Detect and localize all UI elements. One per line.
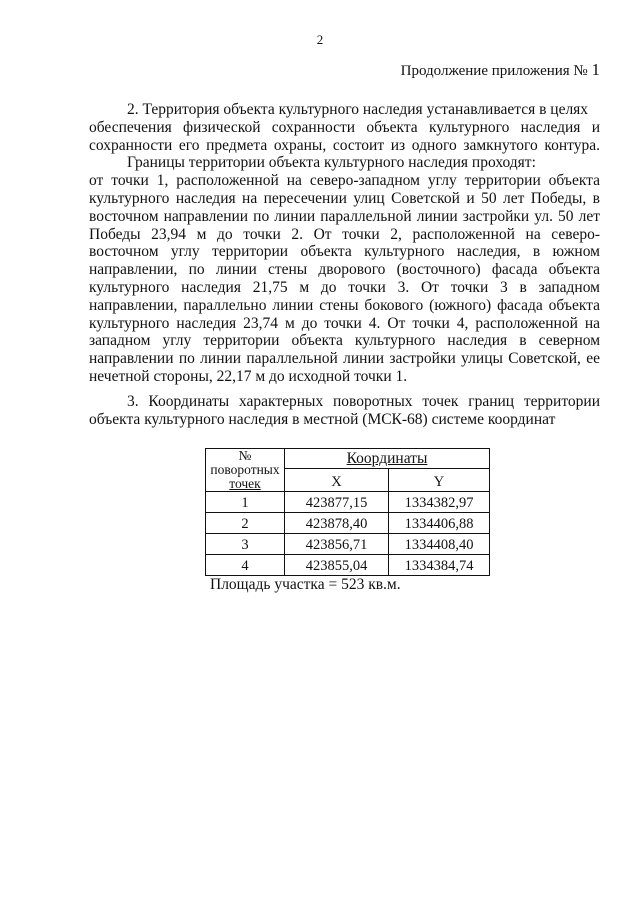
text-line: культурного наследия 23,74 м до точки 4. От точки 4, расположенной на (89, 314, 600, 332)
point-cell: 2 (206, 513, 285, 534)
text-line: 2. Территория объекта культурного наследия устанавливается в целях (127, 101, 589, 118)
y-cell: 1334408,40 (389, 534, 490, 555)
point-cell: 3 (206, 534, 285, 555)
appendix-continuation-note (401, 60, 600, 80)
coordinates-header-label: Координаты (346, 450, 428, 468)
text-line: от точки 1, расположенной на северо-западном углу территории объекта (89, 172, 600, 190)
text-line: культурного наследия 21,75 м до точки 3. От точки 3 в западном (89, 278, 600, 296)
x-cell: 423855,04 (285, 555, 389, 576)
point-number-header (206, 449, 285, 492)
page-number: 2 (316, 32, 324, 47)
text-line: обеспечения физической сохранности объекта культурного наследия и (89, 118, 600, 136)
x-cell: 423878,40 (285, 513, 389, 534)
header-line: точек (229, 476, 261, 491)
text-line: восточном направлении по линии параллельной линии застройки ул. 50 лет (89, 207, 600, 225)
text-line: направлении по линии параллельной линии застройки улицы Советской, ее (89, 350, 600, 368)
header-line: поворотных (210, 462, 280, 477)
text-line: направлении, по линии стены дворового (восточного) фасада объекта (89, 261, 600, 279)
text-line: направлении, параллельно линии стены бокового (южного) фасада объекта (89, 296, 600, 314)
point-cell: 1 (206, 492, 285, 513)
table-row (206, 513, 490, 534)
text-line: Победы 23,94 м до точки 2. От точки 2, расположенной на северо- (89, 225, 600, 243)
x-cell: 423877,15 (285, 492, 389, 513)
table-row (206, 555, 490, 576)
text-line: сохранности его предмета охраны, состоит из одного замкнутого контура. (89, 136, 600, 154)
plot-area-text: Площадь участка = 523 кв.м. (210, 576, 401, 593)
section-3-paragraph (89, 393, 600, 429)
section-2-paragraph (89, 101, 600, 386)
table-header-row (206, 449, 490, 469)
text-line: культурного наследия на пересечении улиц Советской и 50 лет Победы, в (89, 189, 600, 207)
y-cell: 1334406,88 (389, 513, 490, 534)
x-cell: 423856,71 (285, 534, 389, 555)
text-line: объекта культурного наследия в местной (МСК-68) системе координат (89, 410, 556, 428)
table-row (206, 534, 490, 555)
appendix-note-text: Продолжение приложения № (400, 63, 588, 79)
text-line: западном углу территории объекта культурного наследия в северном (89, 332, 600, 350)
y-cell: 1334382,97 (389, 492, 490, 513)
coordinates-header (285, 449, 490, 469)
table-row (206, 492, 490, 513)
text-line: восточном углу территории объекта культурного наследия, в южном (89, 243, 600, 261)
text-line: нечетной стороны, 22,17 м до исходной точки 1. (89, 367, 408, 385)
appendix-note-number: 1 (591, 60, 600, 79)
x-header: X (285, 469, 389, 492)
header-line: № (238, 448, 252, 463)
y-header: Y (389, 469, 490, 492)
y-cell: 1334384,74 (389, 555, 490, 576)
text-line: Границы территории объекта культурного наследия проходят: (127, 154, 536, 172)
coordinates-table (205, 448, 490, 576)
point-cell: 4 (206, 555, 285, 576)
text-line: 3. Координаты характерных поворотных точек границ территории (127, 393, 600, 410)
